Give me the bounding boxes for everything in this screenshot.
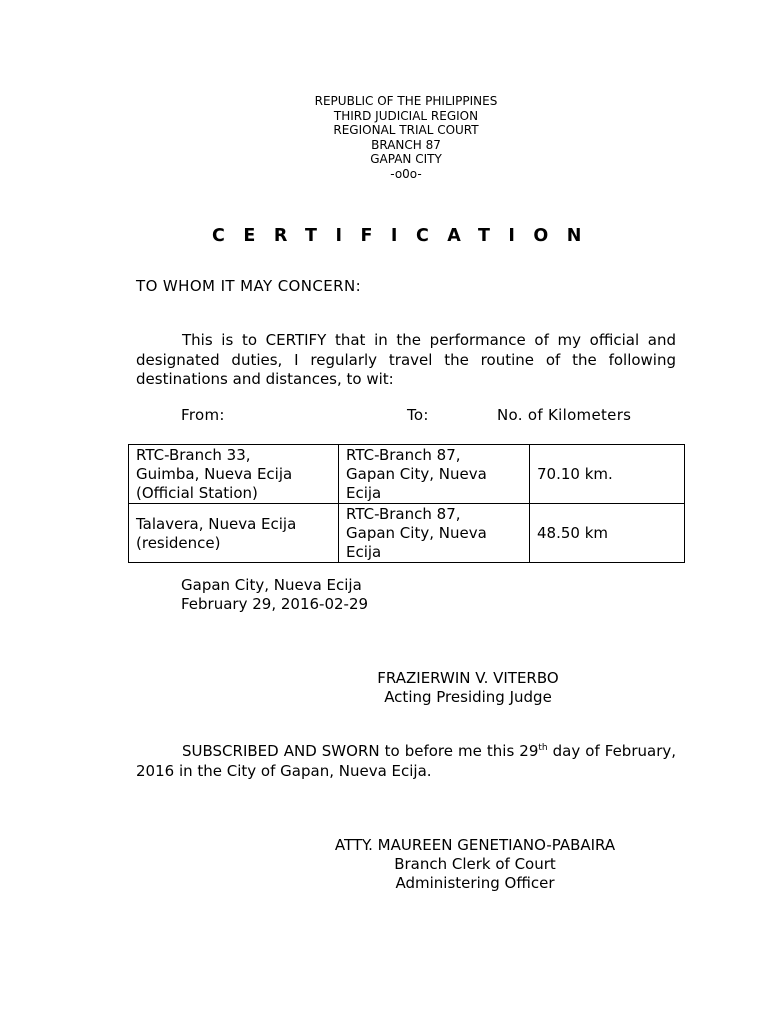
header-line-branch: BRANCH 87 (371, 137, 441, 152)
column-header-kilometers: No. of Kilometers (497, 406, 632, 424)
header-separator: -o0o- (390, 166, 422, 181)
header-line-court: REGIONAL TRIAL COURT (333, 123, 479, 138)
cell-line: Guimba, Nueva Ecija (136, 465, 293, 483)
table-row (129, 445, 685, 504)
cell-line: (Official Station) (136, 484, 258, 502)
judge-title: Acting Presiding Judge (384, 688, 552, 706)
place-city: Gapan City, Nueva Ecija (181, 576, 362, 594)
table-cell-kilometers: 48.50 km (530, 504, 685, 563)
table-cell-kilometers: 70.10 km. (530, 445, 685, 504)
table-cell-from (129, 504, 339, 563)
place-date: February 29, 2016-02-29 (181, 595, 369, 613)
cell-line: (residence) (136, 533, 221, 552)
clerk-signature-block (0, 836, 768, 893)
clerk-role: Administering Officer (395, 874, 555, 892)
cell-line: Talavera, Nueva Ecija (136, 514, 297, 533)
table-cell-from (129, 445, 339, 504)
clerk-title: Branch Clerk of Court (394, 855, 556, 873)
oath-paragraph (136, 742, 676, 781)
judge-signature-block (0, 669, 768, 707)
header-line-region: THIRD JUDICIAL REGION (333, 108, 479, 123)
cell-line: Gapan City, Nueva (346, 524, 487, 542)
certification-paragraph-text: This is to CERTIFY that in the performance of my official and designated duties, I regularly travel the routine of the following destinations and distances, to wit: (136, 331, 676, 388)
header-line-republic: REPUBLIC OF THE PHILIPPINES (314, 94, 498, 108)
header-line-city: GAPAN CITY (370, 152, 442, 167)
oath-text-part2: day of February, 2016 in the City of Gapan, Nueva Ecija. (136, 742, 677, 780)
cell-line: Gapan City, Nueva (346, 465, 487, 483)
table-row (129, 504, 685, 563)
table-cell-to (339, 504, 530, 563)
table-cell-to (339, 445, 530, 504)
column-header-from: From: (181, 406, 225, 424)
cell-line: Ecija (346, 543, 382, 561)
clerk-name: ATTY. MAUREEN GENETIANO-PABAIRA (334, 836, 616, 854)
oath-text-part1: SUBSCRIBED AND SWORN to before me this 29 (182, 742, 539, 760)
distance-table (128, 444, 685, 563)
ordinal-suffix: th (538, 743, 548, 753)
certification-paragraph (136, 331, 676, 390)
cell-line: Ecija (346, 484, 382, 502)
judge-name: FRAZIERWIN V. VITERBO (377, 669, 559, 687)
court-header (0, 94, 768, 182)
document-title: CERTIFICATION (212, 226, 600, 246)
cell-line: RTC-Branch 87, (346, 505, 461, 523)
column-header-to: To: (407, 406, 429, 424)
salutation: TO WHOM IT MAY CONCERN: (136, 277, 362, 295)
cell-line: RTC-Branch 33, (136, 446, 251, 464)
cell-line: RTC-Branch 87, (346, 446, 461, 464)
place-and-date (181, 576, 368, 614)
